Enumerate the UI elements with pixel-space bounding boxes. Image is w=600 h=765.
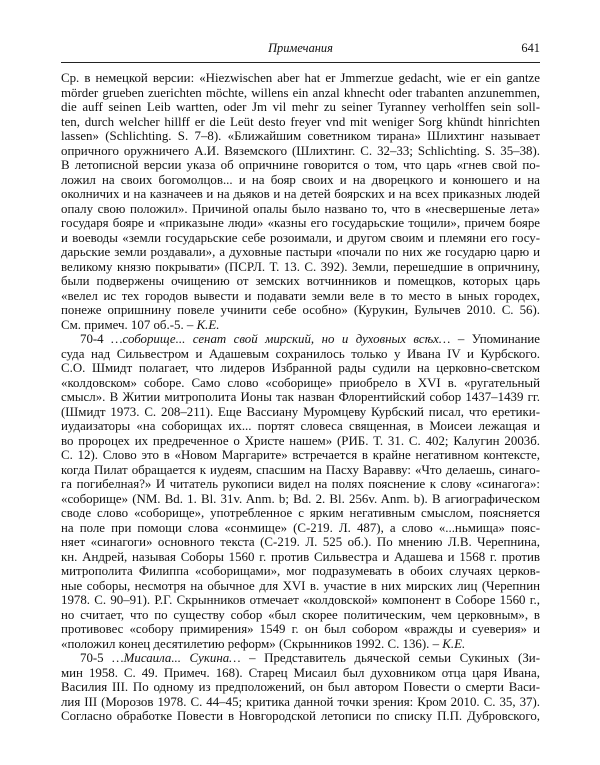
text-line <box>61 245 540 260</box>
line-text: (Шмидт 1973. С. 208–211). Еще Вассиану Муромцеву Курбский писал, что еретики- <box>61 404 540 419</box>
text-line <box>61 303 540 318</box>
line-text: государя бояре и «приказыне люди» «казны его государьские тощили», причем бояре <box>61 216 540 230</box>
line-text: няет «синагоги» основного текста (С-219. Л. 525 об.). По мнению Л.В. Черепнина, <box>61 535 540 549</box>
text-line <box>61 158 540 173</box>
text-line <box>61 622 540 637</box>
text-line <box>61 637 540 652</box>
text-line <box>61 579 540 594</box>
line-text: лия III (Морозов 1978. С. 44–45; критика данной точки зрения: Кром 2010. С. 35, 37). <box>61 694 540 709</box>
line-text: ные соборы, несмотря на обычное для XVI в. участие в них мирских лиц (Черепнин <box>61 578 540 593</box>
page-number: 641 <box>521 41 540 55</box>
line-text: С. 12). Слово это в «Новом Маргарите» встречается в крайне негативном контексте, <box>61 448 540 462</box>
text-line <box>61 231 540 246</box>
line-text: «велел ис тех городов вывести и подавати земли веле в то место в ыных городех, <box>61 288 540 303</box>
text-line <box>61 115 540 130</box>
line-text: Василия III. По одному из предположений, он был автором Повести о смерти Васи- <box>61 680 540 694</box>
text-line <box>61 477 540 492</box>
line-text: великому князю покрывати» (ПСРЛ. Т. 13. С. 392). Земли, перешедшие в опричнину, <box>61 259 540 274</box>
text-line <box>61 492 540 507</box>
text-line <box>61 434 540 449</box>
text-line <box>61 173 540 188</box>
line-text: но считает, что по существу собор «был скорее политическим, чем церковным», в <box>61 607 540 622</box>
line-text: противовес «собору примирения» 1549 г. он был собором «вражды и суеверия» и <box>61 622 540 636</box>
line-text: опалу свою положил». Причиной опалы было названо то, что в «несвершеные лета» <box>61 201 540 216</box>
text-line <box>61 289 540 304</box>
text-line <box>61 521 540 536</box>
text-line <box>61 361 540 376</box>
note-heading-line <box>61 651 540 666</box>
line-text: дарьские земли роздавали», а духовные пастыри «почали по них же государю царю и <box>61 245 540 259</box>
text-line <box>61 129 540 144</box>
line-text: митрополита Филиппа «соборищами», мог подразумевать в обоих случаях церков- <box>61 564 540 578</box>
line-text-continued: – Представитель дьяческой семьи Сукиных (Зи- <box>240 651 540 665</box>
line-text: суда над Сильвестром и Адашевым сохранилось только у Ивана IV и Курбского. <box>61 346 540 361</box>
text-line <box>61 709 540 724</box>
line-text: «колдовском» соборе. Само слово «соборище» приобрело в XVI в. «ругательный <box>61 375 540 390</box>
text-line <box>61 448 540 463</box>
text-line <box>61 405 540 420</box>
text-line <box>61 347 540 362</box>
text-line <box>61 535 540 550</box>
text-line <box>61 202 540 217</box>
running-title: Примечания <box>268 41 333 55</box>
note-heading-line <box>61 332 540 347</box>
line-text: С.О. Шмидт полагает, что лидеров Избранной рады судили на церковно-светском <box>61 361 540 375</box>
line-text: околничих и на казначеев и на дьяков и на детей боярских и на всех приказных людей <box>61 187 540 201</box>
line-text: понеже опришнину повеле учинити себе особно» (Курукин, Булычев 2010. С. 56). <box>61 303 540 317</box>
text-line <box>61 564 540 579</box>
line-text: на поле при помощи слова «сонмище» (С-219. Л. 487), а слово «...ньмища» пояс- <box>61 520 540 535</box>
text-line <box>61 608 540 623</box>
text-line <box>61 695 540 710</box>
text-line <box>61 593 540 608</box>
line-text: ложил на своих богомолцов... и на бояр своих и на дворецкого и конюшего и на <box>61 172 540 187</box>
text-line <box>61 463 540 478</box>
notes-body <box>61 71 540 724</box>
author-initials: К.Е. <box>196 317 220 332</box>
text-line <box>61 419 540 434</box>
line-text: 70-4 <box>80 332 112 346</box>
line-text: га погибелная?» И читатель рукописи видел на полях пояснение к слову «синагога»: <box>61 477 540 491</box>
text-line <box>61 390 540 405</box>
line-text: См. примеч. 107 об.-5. – <box>61 317 197 332</box>
line-text: В летописной версии указа об опричнине говорится о том, что царь «гнев свой по- <box>61 158 540 172</box>
line-text: и воеводы «земли государьские себе розоимали, и другом своим и племяни его госу- <box>61 230 540 245</box>
line-text: были подвержены очищению от земских вотчинников и помещков, которых царь <box>61 274 540 288</box>
line-text: мин 1958. С. 49. Примеч. 168). Старец Мисаил был духовником отца царя Ивана, <box>61 665 540 680</box>
line-text: mörder grueben zuerichten möchte, willens ein anzal khnecht oder trabanten anzunemmen, <box>61 85 540 100</box>
line-text: Согласно обработке Повести в Новгородской летописи по списку П.П. Дубровского, <box>61 709 540 723</box>
text-line <box>61 187 540 202</box>
line-text-continued: – Упоминание <box>450 332 540 346</box>
author-initials: К.Е. <box>442 636 466 651</box>
line-text: смысл». В Житии митрополита Ионы так назван Флорентийский собор 1437–1439 гг. <box>61 390 540 404</box>
text-line <box>61 680 540 695</box>
line-text: во пророцех их предреченное о Христе нашем» (РИБ. Т. 31. С. 402; Калугин 2003б. <box>61 433 540 448</box>
line-text: die auff seinen Leib wartten, oder Jm vil mehr zu seiner Tyranney verholffen sein soll- <box>61 100 540 114</box>
line-text: своде слово «соборище», употребленное с ярким негативным смыслом, поясняется <box>61 506 540 520</box>
line-text: «соборище» (NM. Bd. 1. Bl. 31v. Anm. b; Bd. 2. Bl. 256v. Anm. b). В агиографическом <box>61 491 540 506</box>
line-text: Ср. в немецкой версии: «Hiezwischen aber hat er Jmmerzue gedacht, wie er ein gantze <box>61 71 540 85</box>
text-line <box>61 506 540 521</box>
text-line <box>61 376 540 391</box>
text-line <box>61 144 540 159</box>
quoted-lemma: …Мисаила... Сукина… <box>112 651 241 665</box>
text-line <box>61 550 540 565</box>
line-text: кн. Андрей, называя Соборы 1560 г. против Сильвестра и Адашева и 1568 г. против <box>61 549 540 564</box>
line-text: lassen» (Schlichting. S. 7–8). «Ближайшим советником тирана» Шлихтинг называет <box>61 129 540 143</box>
line-text: иудаизаторы «на соборищах их... портят словеса священная, в Моисеи лежащая и <box>61 419 540 433</box>
text-line <box>61 216 540 231</box>
line-text: когда Пилат обращается к иудеям, спасшим на Пасху Варавву: «Что делаешь, синаго- <box>61 462 540 477</box>
text-line <box>61 318 540 333</box>
text-line <box>61 100 540 115</box>
line-text: опричного оружничего А.И. Вяземского (Шлихтинг. С. 32–33; Schlichting. S. 35–38). <box>61 143 540 158</box>
running-header <box>61 32 540 63</box>
line-text: 70-5 <box>80 651 113 665</box>
line-text: ten, durch welcher hillff er die Leüt desto freyer vnd mit weniger Sorg khündt hinrichten <box>61 114 540 129</box>
line-text: 1978. С. 90–91). Р.Г. Скрынников отмечает «колдовской» компонент в Соборе 1560 г., <box>61 593 540 607</box>
text-line <box>61 71 540 86</box>
text-line <box>61 666 540 681</box>
line-text: «положил конец десятилетию реформ» (Скрынников 1992. С. 136). – <box>61 636 443 651</box>
text-line <box>61 260 540 275</box>
quoted-lemma: …соборище... сенат свой мирский, но и духовных всѣх… <box>111 332 451 346</box>
text-line <box>61 86 540 101</box>
book-page <box>61 32 540 724</box>
text-line <box>61 274 540 289</box>
